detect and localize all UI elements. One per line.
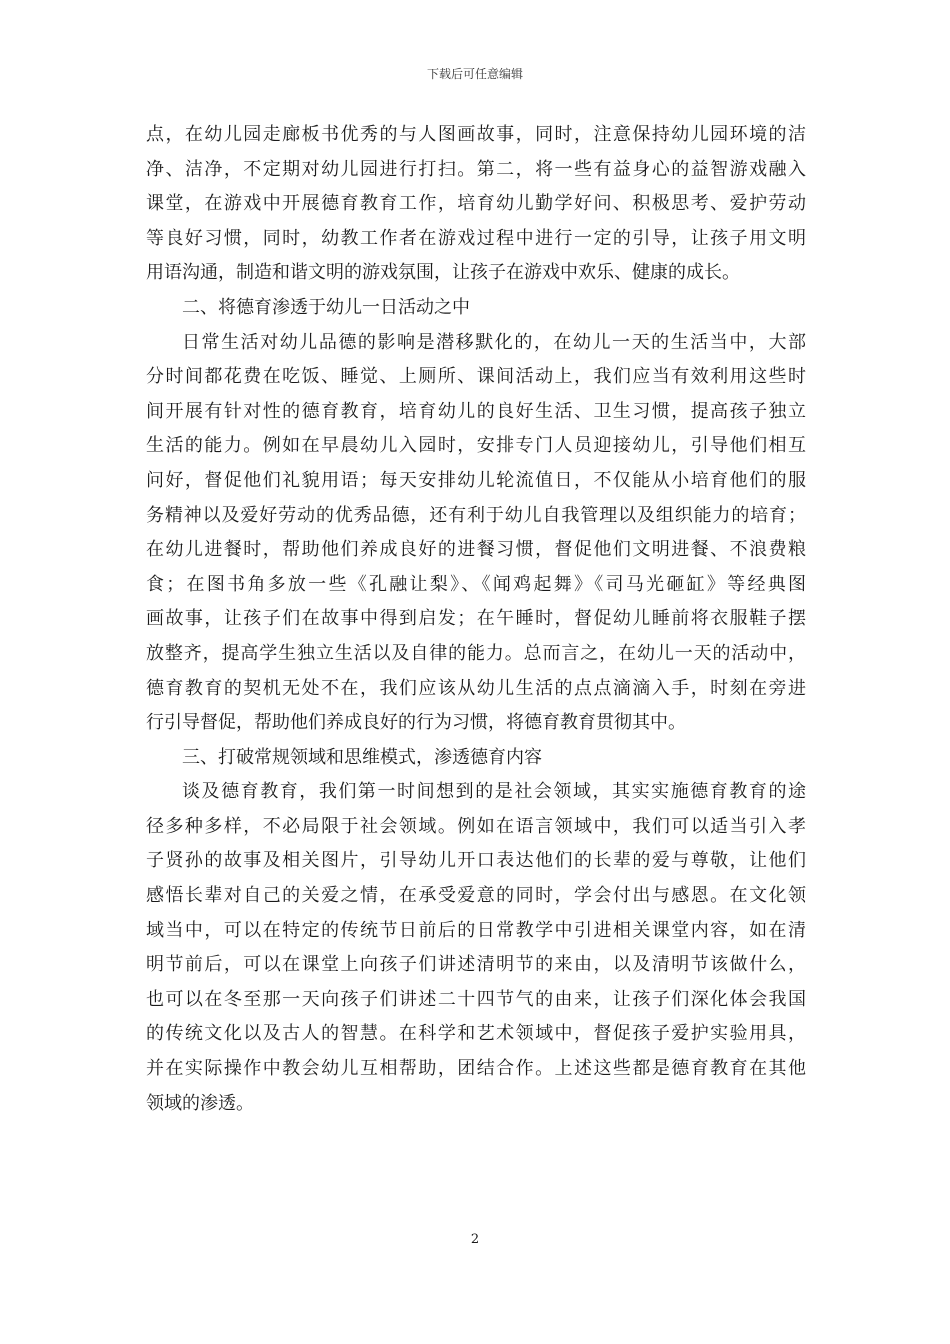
text-line: 生活的能力。例如在早晨幼儿入园时，安排专门人员迎接幼儿，引导他们相互 bbox=[146, 435, 806, 457]
document-body bbox=[146, 118, 806, 1121]
page-header: 下载后可任意编辑 bbox=[426, 67, 523, 81]
text-line: 间开展有针对性的德育教育，培育幼儿的良好生活、卫生习惯，提高孩子独立 bbox=[146, 400, 806, 422]
text-line: 域当中，可以在特定的传统节日前后的日常教学中引进相关课堂内容，如在清 bbox=[146, 919, 806, 941]
text-line: 净、洁净，不定期对幼儿园进行打扫。第二，将一些有益身心的益智游戏融入 bbox=[146, 158, 806, 180]
text-line: 在幼儿进餐时，帮助他们养成良好的进餐习惯，督促他们文明进餐、不浪费粮 bbox=[146, 539, 806, 561]
text-line: 行引导督促，帮助他们养成良好的行为习惯，将德育教育贯彻其中。 bbox=[146, 712, 686, 734]
text-line: 领域的渗透。 bbox=[146, 1092, 254, 1114]
text-line: 分时间都花费在吃饭、睡觉、上厕所、课间活动上，我们应当有效利用这些时 bbox=[146, 366, 806, 388]
section-heading: 二、将德育渗透于幼儿一日活动之中 bbox=[182, 296, 470, 318]
text-line: 课堂，在游戏中开展德育教育工作，培育幼儿勤学好问、积极思考、爱护劳动 bbox=[146, 193, 806, 215]
text-line: 径多种多样，不必局限于社会领域。例如在语言领域中，我们可以适当引入孝 bbox=[146, 815, 806, 837]
text-line: 也可以在冬至那一天向孩子们讲述二十四节气的由来，让孩子们深化体会我国 bbox=[146, 988, 806, 1010]
text-line: 日常生活对幼儿品德的影响是潜移默化的，在幼儿一天的生活当中，大部 bbox=[182, 331, 806, 353]
text-line: 放整齐，提高学生独立生活以及自律的能力。总而言之，在幼儿一天的活动中， bbox=[146, 642, 806, 664]
text-line: 用语沟通，制造和谐文明的游戏氛围，让孩子在游戏中欢乐、健康的成长。 bbox=[146, 262, 740, 284]
text-line: 谈及德育教育，我们第一时间想到的是社会领域，其实实施德育教育的途 bbox=[182, 781, 806, 803]
text-line: 并在实际操作中教会幼儿互相帮助，团结合作。上述这些都是德育教育在其他 bbox=[146, 1058, 806, 1080]
section-heading: 三、打破常规领域和思维模式，渗透德育内容 bbox=[182, 746, 542, 768]
page-number: 2 bbox=[470, 1232, 480, 1247]
text-line: 明节前后，可以在课堂上向孩子们讲述清明节的来由，以及清明节该做什么， bbox=[146, 954, 806, 976]
text-line: 务精神以及爱好劳动的优秀品德，还有利于幼儿自我管理以及组织能力的培育； bbox=[146, 504, 806, 526]
text-line: 子贤孙的故事及相关图片，引导幼儿开口表达他们的长辈的爱与尊敬，让他们 bbox=[146, 850, 806, 872]
text-line: 问好，督促他们礼貌用语；每天安排幼儿轮流值日，不仅能从小培育他们的服 bbox=[146, 469, 806, 491]
text-line: 感悟长辈对自己的关爱之情，在承受爱意的同时，学会付出与感恩。在文化领 bbox=[146, 885, 806, 907]
text-line: 画故事，让孩子们在故事中得到启发；在午睡时，督促幼儿睡前将衣服鞋子摆 bbox=[146, 608, 806, 630]
text-line: 点，在幼儿园走廊板书优秀的与人图画故事，同时，注意保持幼儿园环境的洁 bbox=[146, 124, 806, 145]
text-line: 食；在图书角多放一些《孔融让梨》、《闻鸡起舞》《司马光砸缸》等经典图 bbox=[146, 573, 806, 595]
text-line: 等良好习惯，同时，幼教工作者在游戏过程中进行一定的引导，让孩子用文明 bbox=[146, 227, 806, 249]
text-line: 德育教育的契机无处不在，我们应该从幼儿生活的点点滴滴入手，时刻在旁进 bbox=[146, 677, 806, 699]
text-line: 的传统文化以及古人的智慧。在科学和艺术领域中，督促孩子爱护实验用具， bbox=[146, 1023, 806, 1045]
